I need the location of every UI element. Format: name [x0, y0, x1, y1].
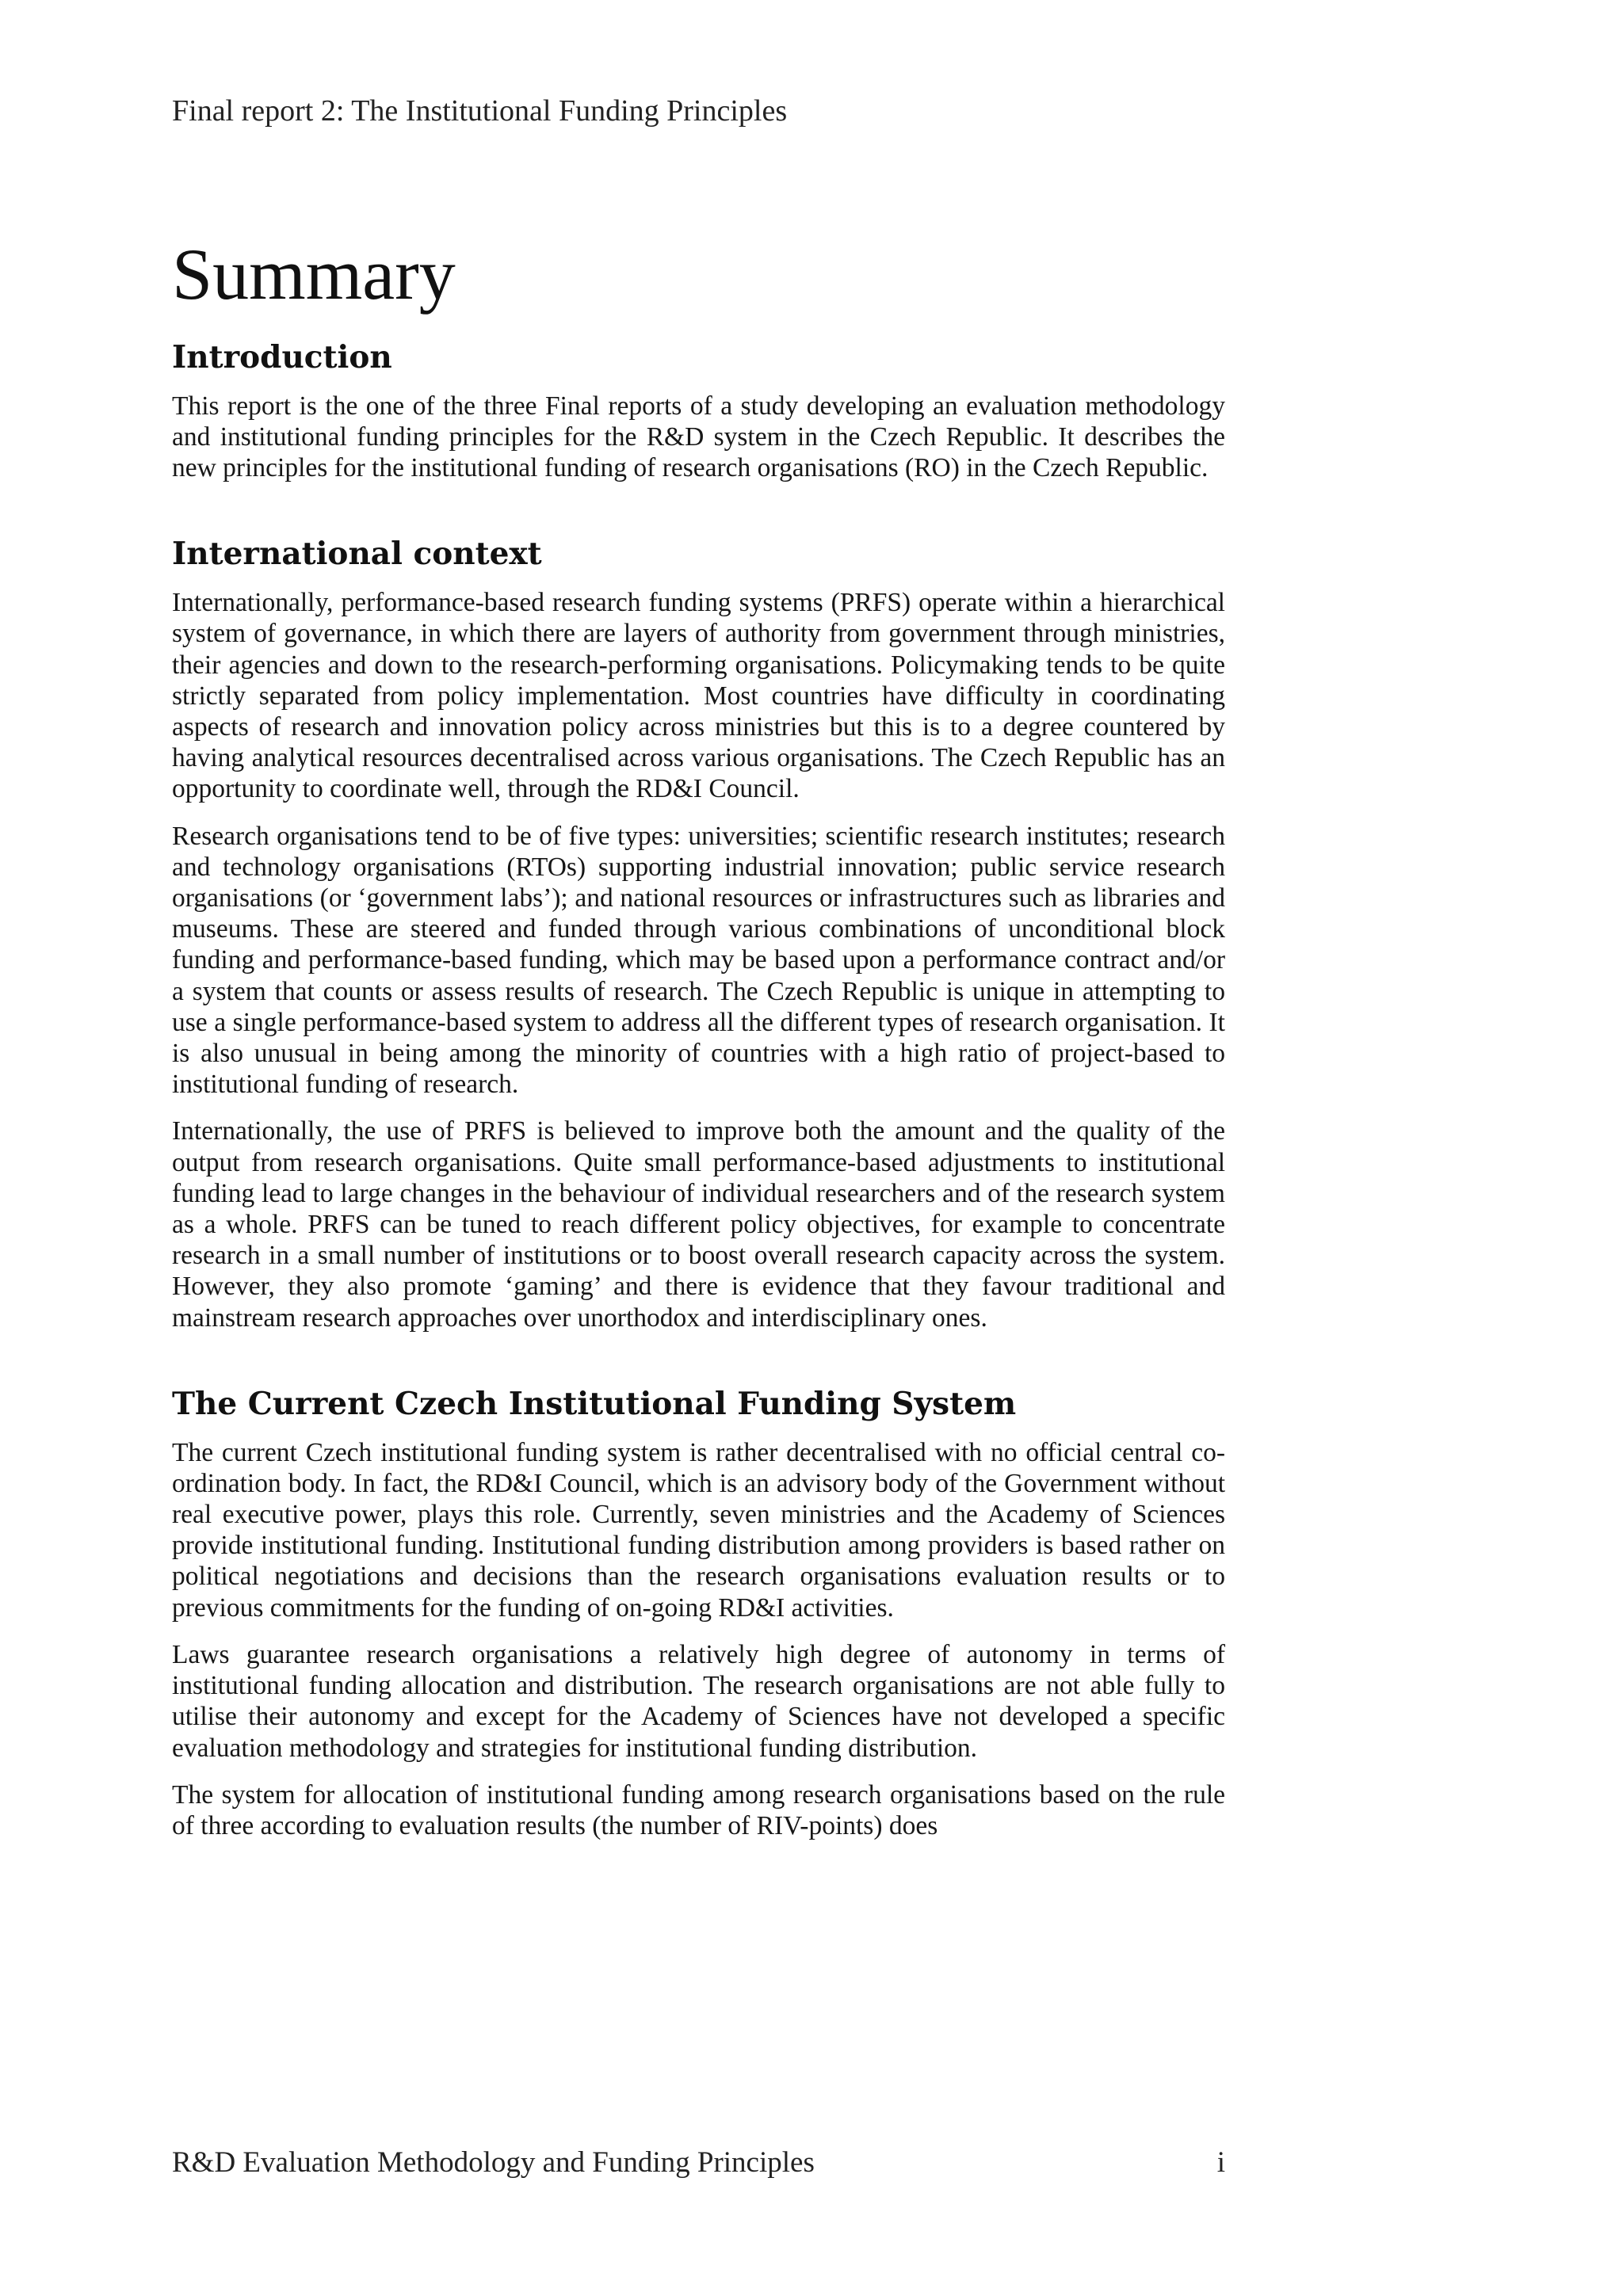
paragraph: Internationally, the use of PRFS is believed to improve both the amount and the quality of the output from research organisations. Quite small performance-based adjustments to institutional funding lead to large changes in the behaviour of individual researchers and of the research system as a whole. PRFS can be tuned to reach different policy objectives, for example to concentrate research in a small number of institutions or to boost overall research capacity across the system. However, they also promote ‘gaming’ and there is evidence that they favour traditional and mainstream research approaches over unorthodox and interdisciplinary ones.: [172, 1116, 1225, 1333]
running-header: Final report 2: The Institutional Funding Principles: [172, 94, 788, 128]
section-heading: The Current Czech Institutional Funding System: [172, 1385, 1017, 1422]
section-current-czech-funding-system: [172, 1386, 1225, 1841]
section-heading: International context: [172, 536, 542, 573]
paragraph: Internationally, performance-based research funding systems (PRFS) operate within a hierarchical system of governance, in which there are layers of authority from government through ministries, their agencies and down to the research-performing organisations. Policymaking tends to be quite strictly separated from policy implementation. Most countries have difficulty in coordinating aspects of research and innovation policy across ministries but this is to a degree countered by having analytical resources decentralised across various organisations. The Czech Republic has an opportunity to coordinate well, through the RD&I Council.: [172, 588, 1225, 804]
paragraph: Laws guarantee research organisations a relatively high degree of autonomy in terms of institutional funding allocation and distribution. The research organisations are not able fully to utilise their autonomy and except for the Academy of Sciences have not developed a specific evaluation methodology and strategies for institutional funding distribution.: [172, 1639, 1225, 1763]
footer-title: R&D Evaluation Methodology and Funding Principles: [172, 2146, 815, 2179]
page-title: Summary: [172, 234, 456, 315]
section-international-context: [172, 536, 1225, 1333]
summary-content: [172, 234, 1225, 1857]
section-introduction: [172, 339, 1225, 483]
paragraph: The current Czech institutional funding system is rather decentralised with no official central co-ordination body. In fact, the RD&I Council, which is an advisory body of the Government without real executive power, plays this role. Currently, seven ministries and the Academy of Sciences provide institutional funding. Institutional funding distribution among providers is based rather on political negotiations and decisions than the research organisations evaluation results or to previous commitments for the funding of on-going RD&I activities.: [172, 1437, 1225, 1623]
paragraph: The system for allocation of institutional funding among research organisations based on the rule of three according to evaluation results (the number of RIV-points) does: [172, 1779, 1225, 1840]
section-heading: Introduction: [172, 339, 392, 376]
paragraph: Research organisations tend to be of five types: universities; scientific research institutes; research and technology organisations (RTOs) supporting industrial innovation; public service research organisations (or ‘government labs’); and national resources or infrastructures such as libraries and museums. These are steered and funded through various combinations of unconditional block funding and performance-based funding, which may be based upon a performance contract and/or a system that counts or assess results of research. The Czech Republic is unique in attempting to use a single performance-based system to address all the different types of research organisation. It is also unusual in being among the minority of countries with a high ratio of project-based to institutional funding of research.: [172, 821, 1225, 1100]
paragraph: This report is the one of the three Final reports of a study developing an evaluation methodology and institutional funding principles for the R&D system in the Czech Republic. It describes the new principles for the institutional funding of research organisations (RO) in the Czech Republic.: [172, 391, 1225, 483]
page-number: i: [1216, 2146, 1225, 2179]
